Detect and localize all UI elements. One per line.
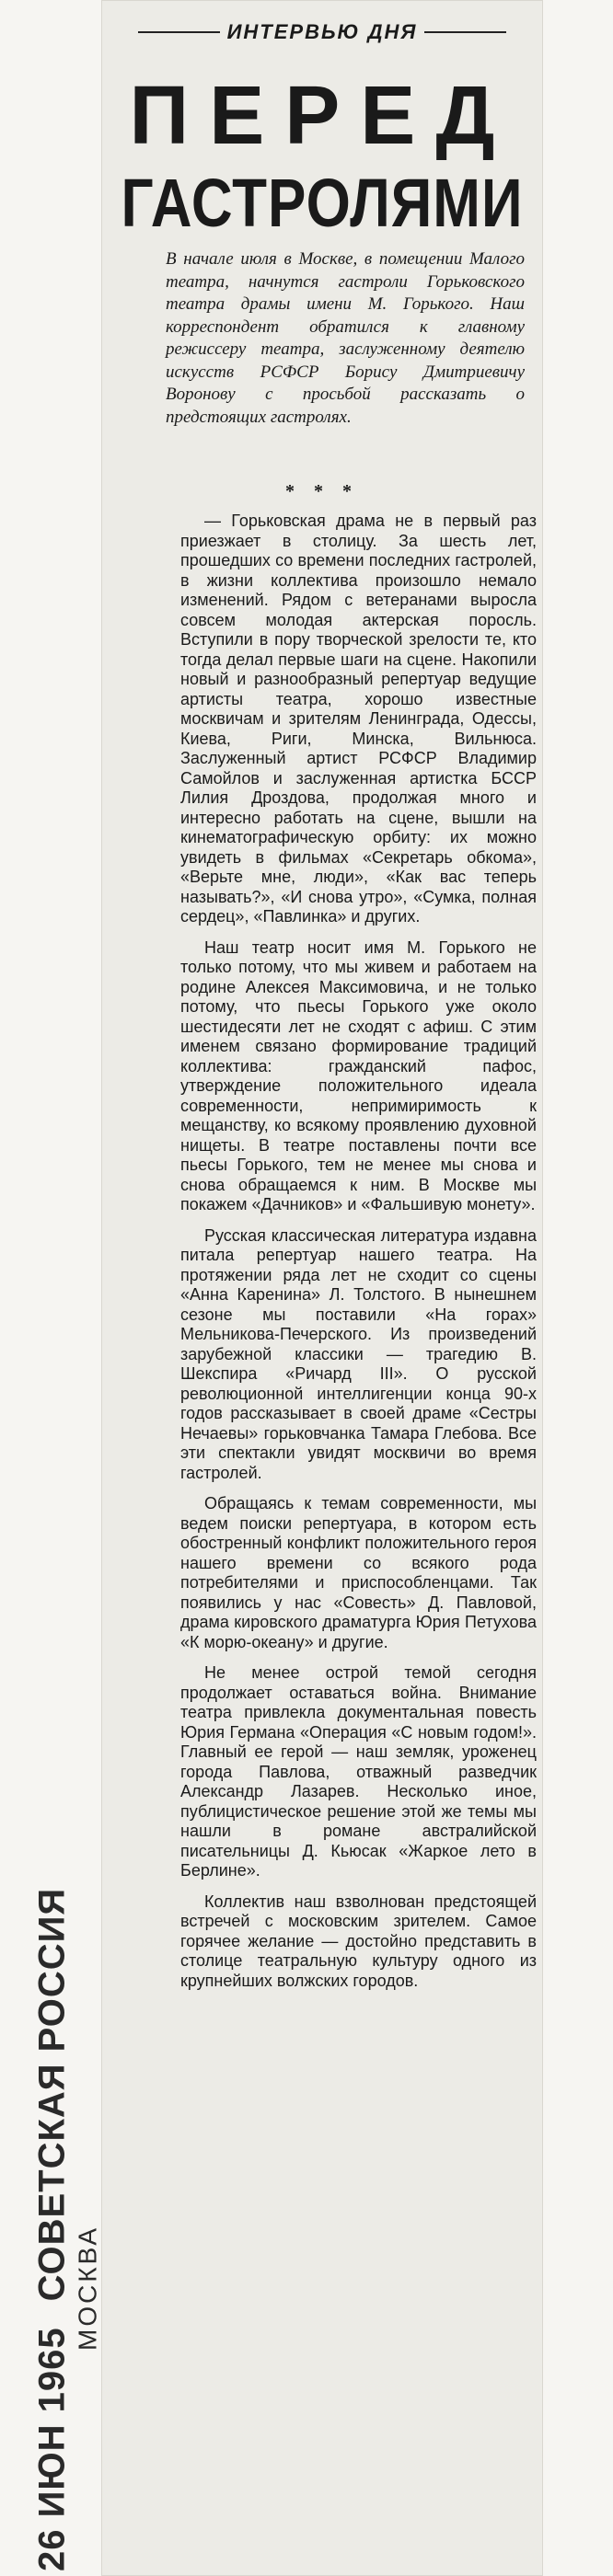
rubric-rule-right — [424, 31, 506, 33]
paragraph-2: Наш театр носит имя М. Горького не только потому, что мы живем и работаем на родине Алексея Максимовича, и не только потому, что пьесы Горького уже около шестидесяти лет не сходят с афиш. С этим именем связано формирование традиций коллектива: гражданский пафос, утверждение положительного идеала современности, непримиримость к мещанству, ко всякому проявлению духовной нищеты. В театре поставлены почти все пьесы Горького, тем не менее мы снова и снова обращаемся к ним. В Москве мы покажем «Дачников» и «Фальшивую монету». — [180, 937, 537, 1213]
stamp-date: 26 ИЮН 1965 — [31, 2327, 73, 2571]
paragraph-4: Обращаясь к темам современности, мы ведем поиски репертуара, в котором есть обостренный конфликт положительного героя нашего времени со всякого рода потребителями и приспособленцами. Так появились у нас «Совесть» Д. Павловой, драма кировского драматурга Юрия Петухова «К морю-океану» и другие. — [180, 1494, 537, 1651]
paragraph-5: Не менее острой темой сегодня продолжает оставаться война. Внимание театра привлекла документальная повесть Юрия Германа «Операция «С новым годом!». Главный ее герой — наш земляк, уроженец города Павлова, отважный разведчик Александр Лазарев. Несколько иное, публицистическое решение этой же темы мы нашли в романе австралийской писательницы Д. Кьюсак «Жаркое лето в Берлине». — [180, 1663, 537, 1880]
archive-stamp — [7, 1887, 127, 2576]
headline-line-2: ГАСТРОЛЯМИ — [121, 166, 524, 242]
section-separator: * * * — [285, 481, 359, 501]
stamp-newspaper: СОВЕТСКАЯ РОССИЯ — [31, 1887, 73, 2302]
rubric-label: ИНТЕРВЬЮ ДНЯ — [226, 20, 418, 43]
article-body — [180, 512, 537, 2002]
paragraph-6: Коллектив наш взволнован предстоящей встречей с московским зрителем. Самое горячее желание — достойно представить в столице театральную культуру одного из крупнейших волжских городов. — [180, 1892, 537, 1990]
headline-line-1: ПЕРЕД — [129, 70, 515, 162]
rubric-rule-left — [138, 31, 220, 33]
lead-paragraph: В начале июля в Москве, в помещении Малого театра, начнутся гастроли Горьковского театра драмы имени М. Горького. Наш корреспондент обратился к главному режиссеру театра, заслуженному деятелю искусств РСФСР Борису Дмитриевичу Воронову с просьбой рассказать о предстоящих гастролях. — [166, 249, 525, 427]
paragraph-1: — Горьковская драма не в первый раз приезжает в столицу. За шесть лет, прошедших со времени последних гастролей, в жизни коллектива произошло немало изменений. Рядом с ветеранами выросла совсем молодая актерская поросль. Вступили в пору творческой зрелости те, кто тогда делал первые шаги на сцене. Накопили новый и разнообразный репертуар ведущие артисты театра, хорошо известные москвичам и зрителям Ленинграда, Одессы, Киева, Риги, Минска, Вильнюса. Заслуженный артист РСФСР Владимир Самойлов и заслуженная артистка БССР Лилия Дроздова, продолжая много и интересно работать на сцене, вышли на кинематографическую орбиту: их можно увидеть в фильмах «Секретарь обкома», «Верьте мне, люди», «Как вас теперь называть?», «И снова утро», «Сумка, полная сердец», «Павлинка» и других. — [180, 512, 537, 926]
rubric — [138, 20, 506, 44]
paragraph-3: Русская классическая литература издавна питала репертуар нашего театра. На протяжении ряда лет не сходит со сцены «Анна Каренина» Л. Толстого. В нынешнем сезоне мы поставили «На горах» Мельникова-Печерского. Из произведений зарубежной классики — трагедию В. Шекспира «Ричард III». О русской революционной интеллигенции конца 90-х годов рассказывает в своей драме «Сестры Нечаевы» горьковчанка Тамара Глебова. Все эти спектакли увидят москвичи во время гастролей. — [180, 1225, 537, 1482]
stamp-city: МОСКВА — [73, 2225, 102, 2351]
